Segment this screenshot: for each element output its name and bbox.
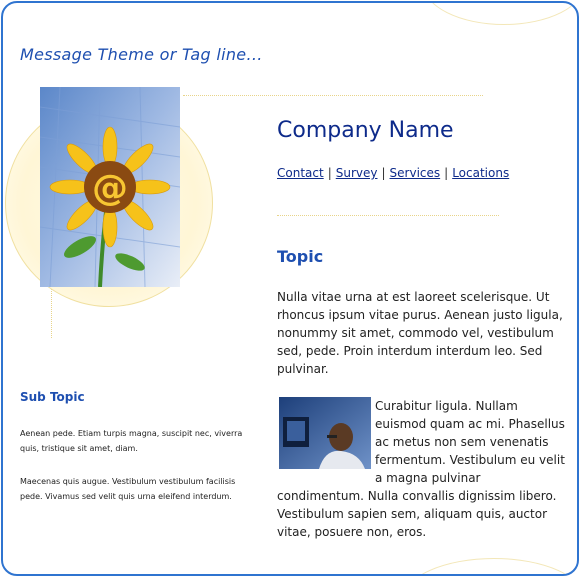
topic-paragraph-1: Nulla vitae urna at est laoreet scelerisque. Ut rhoncus ipsum vitae purus. Aenean justo ligula, nonummy sit amet, commodo vel, vestibulum sed, pede. Proin interdum interdum leo. Sed pulvinar.	[277, 290, 563, 376]
nav-separator: |	[327, 166, 332, 180]
svg-text:@: @	[92, 168, 128, 209]
decorative-arc-top	[423, 1, 579, 25]
decorative-arc-bottom	[403, 558, 579, 576]
sidebar-text-2: Maecenas quis augue. Vestibulum vestibulum facilisis pede. Vivamus sed velit quis urna eleifend interdum.	[20, 477, 236, 501]
page-frame	[1, 1, 579, 576]
nav-link-survey[interactable]: Survey	[335, 166, 378, 180]
company-name: Company Name	[277, 118, 454, 143]
divider-top	[183, 95, 483, 96]
subtopic-heading: Sub Topic	[20, 390, 85, 404]
topic-paragraph-2-block	[277, 397, 569, 541]
divider-mid	[277, 215, 499, 216]
nav-separator: |	[444, 166, 449, 180]
nav-link-contact[interactable]: Contact	[277, 166, 324, 180]
nav-link-locations[interactable]: Locations	[452, 166, 510, 180]
topic-heading: Topic	[277, 247, 324, 266]
person-at-computer-image	[279, 397, 371, 469]
topic-paragraph-2: Curabitur ligula. Nullam euismod quam ac mi. Phasellus ac metus non sem venenatis fermentum. Vestibulum eu velit a magna pulvinar condimentum. Nulla convallis dignissim libero. Vestibulum sapien sem, aliquam quis, auctor vitae, posuere non, eros.	[277, 399, 565, 539]
sidebar-text-1: Aenean pede. Etiam turpis magna, suscipit nec, viverra quis, tristique sit amet, diam.	[20, 429, 243, 453]
nav-link-services[interactable]: Services	[389, 166, 441, 180]
sunflower-at-sign-image	[40, 87, 180, 287]
tagline: Message Theme or Tag line...	[20, 45, 263, 64]
nav-separator: |	[381, 166, 386, 180]
nav-links	[277, 166, 509, 180]
